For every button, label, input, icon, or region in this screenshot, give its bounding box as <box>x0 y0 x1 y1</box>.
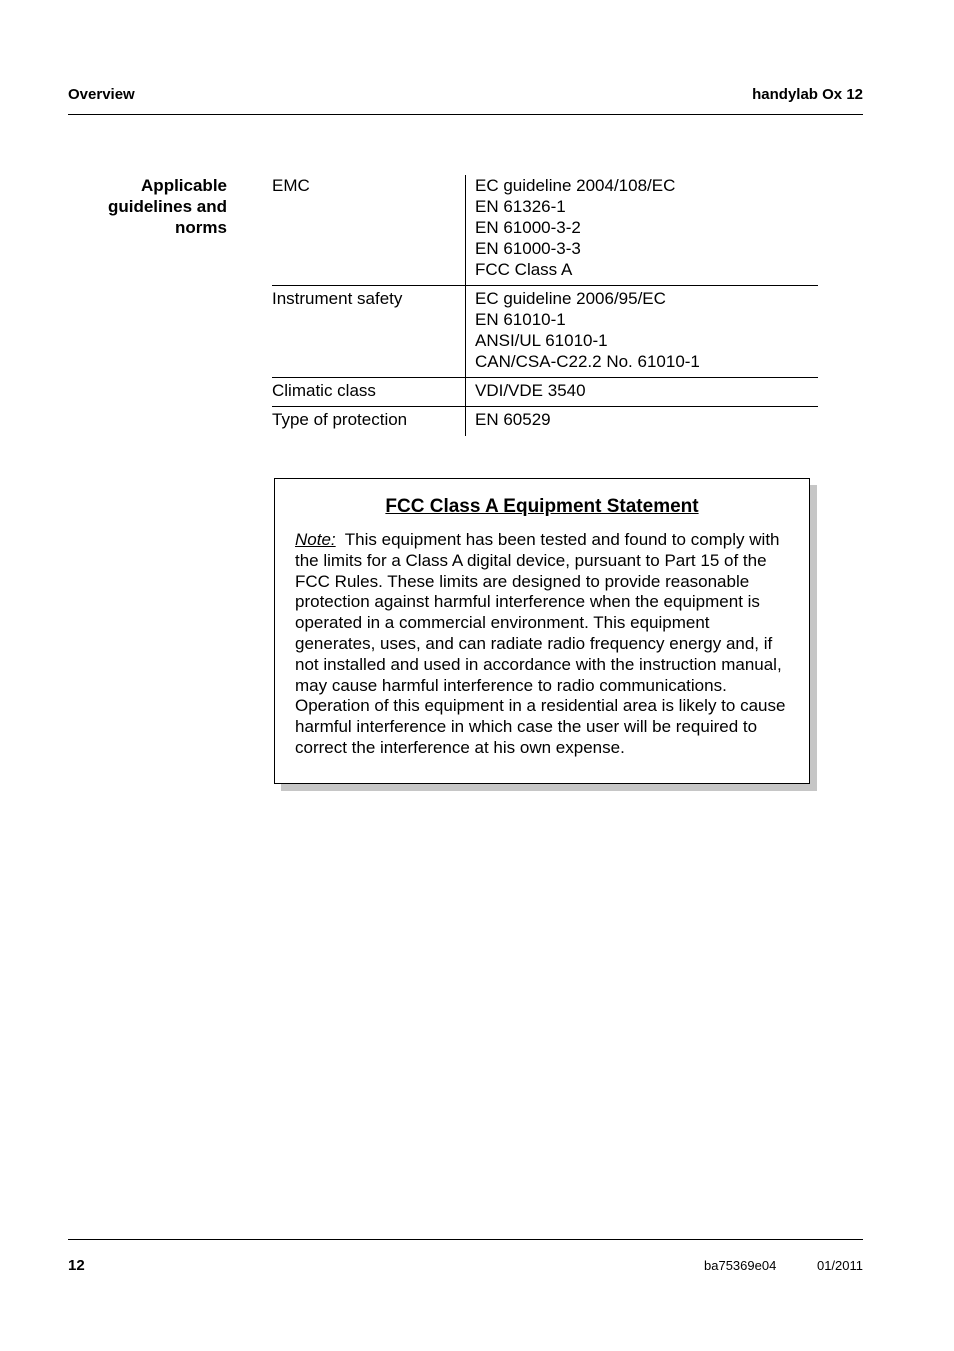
norm-value: FCC Class A <box>475 260 573 279</box>
section-heading-line: guidelines and <box>107 197 227 216</box>
norm-category: Climatic class <box>272 378 466 407</box>
table-row <box>272 378 818 407</box>
page-header <box>68 86 863 115</box>
document-id: ba75369e04 <box>704 1258 777 1273</box>
norm-value: CAN/CSA-C22.2 No. 61010-1 <box>475 352 700 371</box>
norm-value: ANSI/UL 61010-1 <box>475 331 608 350</box>
norm-value: EC guideline 2006/95/EC <box>475 289 666 308</box>
table-row <box>272 407 818 437</box>
norm-values <box>466 378 819 407</box>
document-date: 01/2011 <box>816 1258 863 1273</box>
norm-values <box>466 407 819 437</box>
norm-category: Type of protection <box>272 407 466 437</box>
table-row <box>272 286 818 378</box>
norms-table <box>272 175 818 436</box>
norm-values <box>466 175 819 286</box>
page-footer <box>68 1239 863 1280</box>
fcc-statement-box <box>274 478 810 784</box>
fcc-statement-title: FCC Class A Equipment Statement <box>385 496 699 517</box>
note-label: Note: <box>295 530 336 549</box>
page-number: 12 <box>68 1257 85 1274</box>
norm-value: EC guideline 2004/108/EC <box>475 176 676 195</box>
fcc-statement-body: This equipment has been tested and found to comply with the limits for a Class A digital device, pursuant to Part 15 of the FCC Rules. These limits are designed to provide reasonable protection against harmful interference when the equipment is operated in a commercial environment. This equipment generates, uses, and can radiate radio frequency energy and, if not installed and used in accordance with the instruction manual, may cause harmful interference to radio communications. Operation of this equipment in a residential area is likely to cause harmful interference in which case the user will be required to correct the interference at his own expense. <box>295 530 786 757</box>
table-row <box>272 175 818 286</box>
header-product-name: handylab Ox 12 <box>752 86 863 103</box>
norm-category: EMC <box>272 176 310 195</box>
section-heading <box>68 175 227 238</box>
norm-value: VDI/VDE 3540 <box>475 381 586 400</box>
section-heading-line: Applicable <box>141 176 227 195</box>
fcc-statement-text <box>295 530 794 759</box>
norm-value: EN 61000-3-2 <box>475 218 581 237</box>
norm-values <box>466 286 819 378</box>
norm-category: Instrument safety <box>272 286 466 378</box>
section-heading-line: norms <box>175 218 227 237</box>
header-section-title: Overview <box>68 86 135 103</box>
norm-value: EN 60529 <box>475 410 551 429</box>
norm-value: EN 61010-1 <box>475 310 566 329</box>
norm-value: EN 61000-3-3 <box>475 239 581 258</box>
norm-value: EN 61326-1 <box>475 197 566 216</box>
